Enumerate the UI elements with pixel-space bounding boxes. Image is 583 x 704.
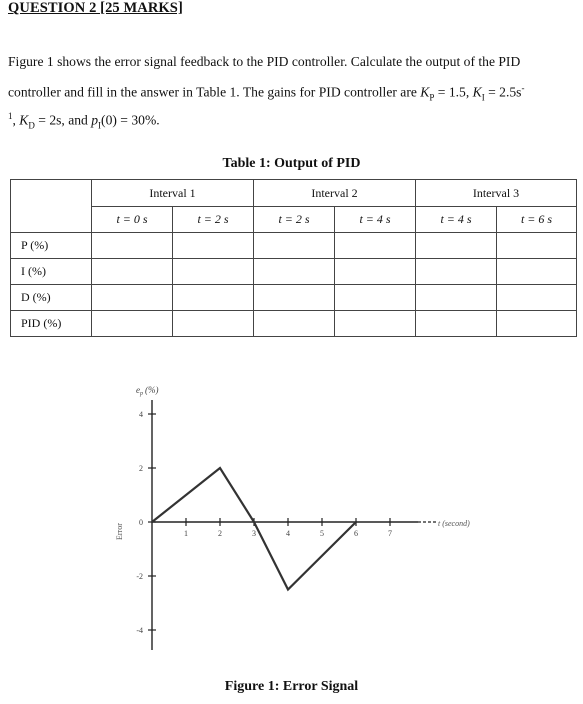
time-header: t = 2 s [254, 207, 335, 233]
answer-cell[interactable] [416, 233, 497, 259]
y-tick-label: -4 [136, 626, 143, 635]
answer-cell[interactable] [497, 311, 577, 337]
answer-cell[interactable] [335, 259, 416, 285]
x-axis-label: t (second) [438, 519, 470, 528]
answer-cell[interactable] [416, 259, 497, 285]
answer-cell[interactable] [92, 259, 173, 285]
interval-1-header: Interval 1 [92, 180, 254, 207]
question-paragraph [8, 48, 578, 140]
y-tick-label: 4 [139, 410, 143, 419]
x-tick-label: 4 [286, 529, 290, 538]
answer-cell[interactable] [92, 285, 173, 311]
answer-cell[interactable] [416, 311, 497, 337]
x-tick-label: 6 [354, 529, 358, 538]
row-label-i: I (%) [11, 259, 92, 285]
time-header: t = 2 s [173, 207, 254, 233]
y-axis-label: $e_p$ (%) [136, 385, 159, 397]
table-title: Table 1: Output of PID [222, 156, 361, 171]
y-tick-label: 0 [139, 518, 143, 527]
x-tick-label: 2 [218, 529, 222, 538]
answer-cell[interactable] [497, 259, 577, 285]
answer-cell[interactable] [173, 259, 254, 285]
pid-output-table [10, 179, 577, 337]
answer-cell[interactable] [173, 311, 254, 337]
x-tick-label: 1 [184, 529, 188, 538]
question-heading: QUESTION 2 [25 MARKS] [8, 0, 183, 16]
time-header: t = 0 s [92, 207, 173, 233]
row-label-p: P (%) [11, 233, 92, 259]
row-label-pid: PID (%) [11, 311, 92, 337]
answer-cell[interactable] [173, 285, 254, 311]
x-tick-label: 5 [320, 529, 324, 538]
table-corner-cell [11, 180, 92, 233]
answer-cell[interactable] [335, 233, 416, 259]
paragraph-line-1: Figure 1 shows the error signal feedback to the PID controller. Calculate the output of the PID [8, 54, 521, 69]
y-tick-label: -2 [136, 572, 143, 581]
answer-cell[interactable] [254, 259, 335, 285]
time-header: t = 4 s [335, 207, 416, 233]
interval-2-header: Interval 2 [254, 180, 416, 207]
interval-3-header: Interval 3 [416, 180, 577, 207]
answer-cell[interactable] [416, 285, 497, 311]
paragraph-line-3: $^1$, $K_D = 2s$, and $p_I(0) = 30\%$. [8, 111, 160, 131]
error-signal-plot [100, 380, 500, 660]
paragraph-line-2: controller and fill in the answer in Table 1. The gains for PID controller are $K_P = 1.5$, $K_I = 2.5s^-$ [8, 83, 525, 103]
answer-cell[interactable] [92, 311, 173, 337]
answer-cell[interactable] [335, 285, 416, 311]
answer-cell[interactable] [254, 233, 335, 259]
time-header: t = 4 s [416, 207, 497, 233]
error-signal-figure [100, 380, 500, 660]
figure-caption: Figure 1: Error Signal [224, 679, 359, 694]
answer-cell[interactable] [254, 311, 335, 337]
x-tick-label: 7 [388, 529, 392, 538]
answer-cell[interactable] [173, 233, 254, 259]
answer-cell[interactable] [335, 311, 416, 337]
y-tick-label: 2 [139, 464, 143, 473]
answer-cell[interactable] [497, 233, 577, 259]
row-label-d: D (%) [11, 285, 92, 311]
answer-cell[interactable] [92, 233, 173, 259]
time-header: t = 6 s [497, 207, 577, 233]
answer-cell[interactable] [254, 285, 335, 311]
y-side-label: Error [115, 523, 124, 540]
answer-cell[interactable] [497, 285, 577, 311]
x-tick-label: 3 [252, 529, 256, 538]
